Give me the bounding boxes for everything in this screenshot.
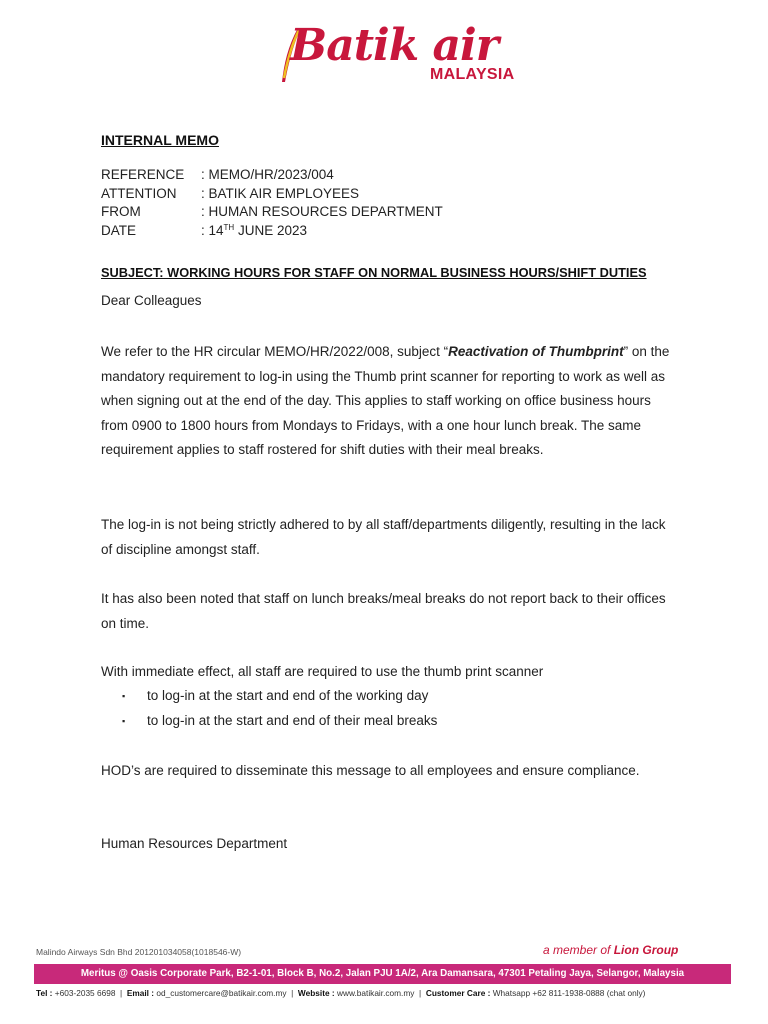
list-item-text: to log-in at the start and end of their meal breaks <box>147 712 438 728</box>
bullet-icon: ▪ <box>122 715 126 726</box>
tel-value: +603-2035 6698 <box>54 988 116 998</box>
member-of-lion-group <box>543 943 678 957</box>
customer-care-label: Customer Care : <box>425 988 491 998</box>
meta-label: ATTENTION <box>101 185 177 201</box>
paragraph-4: With immediate effect, all staff are required to use the thumb print scanner <box>101 664 544 679</box>
paragraph-1 <box>101 340 675 463</box>
meta-label: DATE <box>101 222 137 238</box>
paragraph-2: The log-in is not being strictly adhered to by all staff/departments diligently, resulting in the lack of discipline amongst staff. <box>101 517 666 557</box>
website-link[interactable]: www.batikair.com.my <box>336 988 415 998</box>
batik-air-logo <box>278 18 515 88</box>
lion-group-logo: Lion Group <box>613 943 679 957</box>
meta-value <box>201 223 307 242</box>
meta-attention <box>101 186 443 205</box>
meta-value: : MEMO/HR/2023/004 <box>201 167 334 182</box>
tel-label: Tel : <box>36 988 53 998</box>
footer <box>0 938 768 1024</box>
meta-from <box>101 204 443 223</box>
bullet-icon: ▪ <box>122 691 126 701</box>
company-registration: Malindo Airways Sdn Bhd 201201034058(1018546-W) <box>36 947 242 957</box>
meta-label: FROM <box>101 204 141 219</box>
para1-intro: We refer to the HR circular MEMO/HR/2022/008, subject “ <box>101 344 449 359</box>
bullet-list <box>122 684 437 733</box>
member-text: a member of <box>543 943 614 957</box>
logo-sub: MALAYSIA <box>430 66 515 83</box>
email-link[interactable]: od_customercare@batikair.com.my <box>156 988 287 998</box>
meta-value: : HUMAN RESOURCES DEPARTMENT <box>201 204 443 219</box>
list-item-text: to log-in at the start and end of the working day <box>147 688 429 703</box>
paragraph-5: HOD’s are required to disseminate this message to all employees and ensure compliance. <box>101 763 640 778</box>
meta-label: REFERENCE <box>101 167 185 182</box>
date-month-year: JUNE 2023 <box>234 222 307 238</box>
para1-emphasis: Reactivation of Thumbprint <box>448 344 624 359</box>
date-suffix: TH <box>223 222 235 232</box>
memo-title: INTERNAL MEMO <box>101 132 219 148</box>
contact-line: Tel : +603-2035 6698 | Email : od_customercare@batikair.com.my | Website : www.batikair.com.my | Customer Care : Whatsapp +62 811-1938-0888 (chat only) <box>36 988 646 998</box>
memo-meta <box>101 167 443 241</box>
paragraph-3: It has also been noted that staff on lunch breaks/meal breaks do not report back to their offices on time. <box>101 591 666 631</box>
meta-reference <box>101 167 443 186</box>
memo-subject: SUBJECT: WORKING HOURS FOR STAFF ON NORMAL BUSINESS HOURS/SHIFT DUTIES <box>101 265 647 280</box>
signoff: Human Resources Department <box>101 836 288 851</box>
email-label: Email : <box>126 988 155 998</box>
list-item <box>122 709 437 734</box>
meta-date <box>101 223 443 242</box>
date-day: : 14 <box>201 222 224 238</box>
website-label: Website : <box>297 988 335 998</box>
greeting: Dear Colleagues <box>101 293 202 308</box>
logo-brand: Batik air <box>290 20 498 71</box>
para1-body: ” on the mandatory requirement to log-in using the Thumb print scanner for reporting to work as well as when signing out at the end of the day. This applies to staff working on office business hours from 0900 to 1800 hours from Mondays to Fridays, with a one hour lunch break. The same requirement applies to staff rostered for shift duties with their meal breaks. <box>101 344 670 458</box>
address-bar: Meritus @ Oasis Corporate Park, B2-1-01, Block B, No.2, Jalan PJU 1A/2, Ara Damansara, 47301 Petaling Jaya, Selangor, Malaysia <box>34 964 731 984</box>
meta-value: : BATIK AIR EMPLOYEES <box>201 185 360 201</box>
list-item <box>122 684 437 709</box>
customer-care-value: Whatsapp +62 811-1938-0888 (chat only) <box>492 988 646 998</box>
